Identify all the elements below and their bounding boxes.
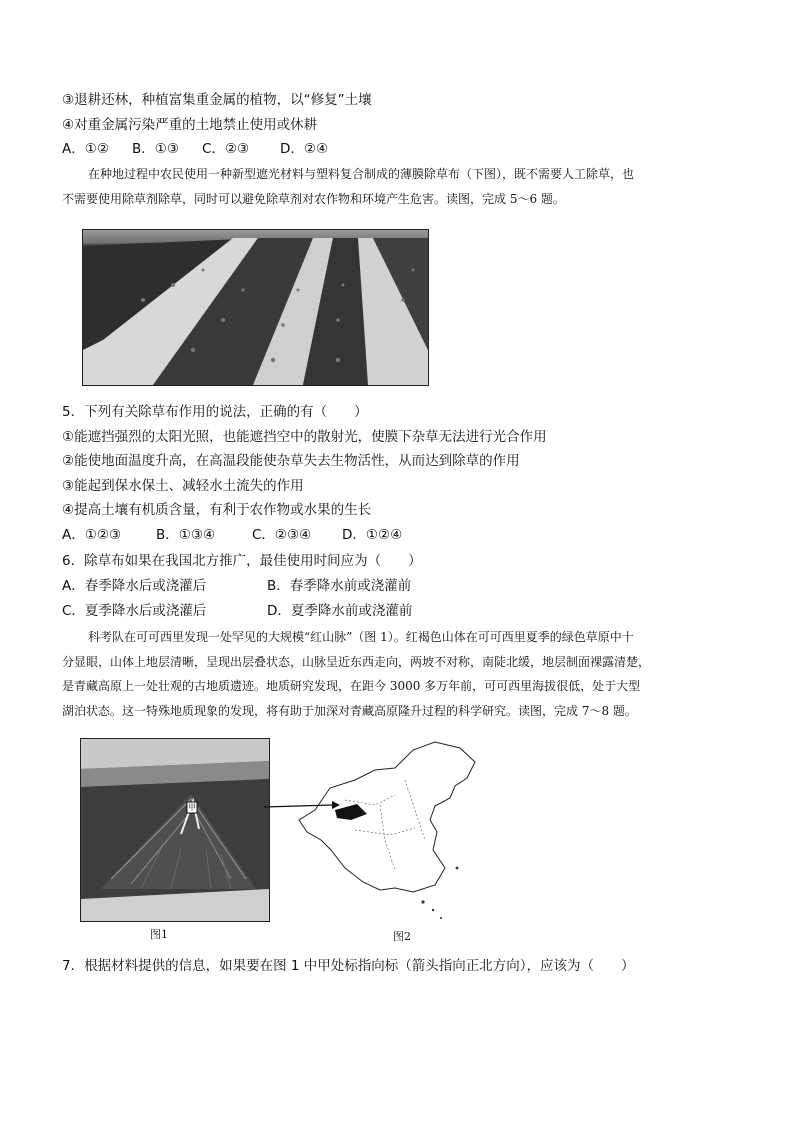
q5-options xyxy=(62,526,402,544)
q5-option-a: A．①②③ xyxy=(62,527,122,543)
q6-option-c: C．夏季降水后或浇灌后 xyxy=(62,603,207,619)
q4-option-b: B．①③ xyxy=(132,141,179,157)
q6-option-b: B．春季降水前或浇灌前 xyxy=(267,578,412,594)
q4-option-c: C．②③ xyxy=(202,141,250,157)
weed-barrier-photo xyxy=(82,229,429,386)
passage-2-line-2: 分显眼，山体上地层清晰，呈现出层叠状态，山脉呈近东西走向，两坡不对称，南陡北缓，地层制面裸露清楚， xyxy=(62,654,651,669)
q4-options xyxy=(62,140,328,158)
figure-1-caption: 图1 xyxy=(150,928,168,941)
q5-item-3: ③能起到保水保土、减轻水土流失的作用 xyxy=(62,478,304,494)
red-mountain-illustration xyxy=(81,739,269,921)
q6-stem: 6．除草布如果在我国北方推广，最佳使用时间应为（ ） xyxy=(62,553,422,569)
q5-stem: 5．下列有关除草布作用的说法，正确的有（ ） xyxy=(62,404,368,420)
q6-options-row-1 xyxy=(62,577,411,595)
q5-item-1: ①能遮挡强烈的太阳光照，也能遮挡空中的散射光，使膜下杂草无法进行光合作用 xyxy=(62,429,547,445)
weed-barrier-illustration xyxy=(83,230,428,385)
q6-option-a: A．春季降水后或浇灌后 xyxy=(62,578,207,594)
q4-item-4: ④对重金属污染严重的土地禁止使用或休耕 xyxy=(62,117,318,133)
q5-item-2: ②能使地面温度升高，在高温段能使杂草失去生物活性，从而达到除草的作用 xyxy=(62,453,520,469)
q4-option-a: A．①② xyxy=(62,141,109,157)
q7-stem: 7．根据材料提供的信息，如果要在图 1 中甲处标指向标（箭头指向正北方向），应该为（ ） xyxy=(62,958,635,974)
q4-option-d: D．②④ xyxy=(280,141,329,157)
jia-marker: 甲 xyxy=(188,803,196,812)
passage-1 xyxy=(62,162,734,211)
q5-option-c: C．②③④ xyxy=(252,527,312,543)
q6-option-d: D．夏季降水前或浇灌前 xyxy=(267,603,413,619)
q6-options-row-2 xyxy=(62,602,412,620)
passage-1-line-2: 不需要使用除草剂除草，同时可以避免除草剂对农作物和环境产生危害。读图，完成 5～6 题。 xyxy=(62,191,565,206)
passage-2-line-1: 科考队在可可西里发现一处罕见的大规模“红山脉”（图 1）。红褐色山体在可可西里夏季的绿色草原中十 xyxy=(88,630,634,644)
passage-2 xyxy=(62,625,734,723)
q5-option-d: D．①②④ xyxy=(342,527,403,543)
figure-2-caption: 图2 xyxy=(393,930,411,943)
q5-option-b: B．①③④ xyxy=(156,527,216,543)
passage-1-line-1: 在种地过程中农民使用一种新型遮光材料与塑料复合制成的薄膜除草布（下图），既不需要人工除草，也 xyxy=(88,167,635,181)
passage-2-line-3: 是青藏高原上一处壮观的古地质遗迹。地质研究发现，在距今 3000 多万年前，可可西里海拔很低，处于大型 xyxy=(62,679,641,693)
figure-1-photo xyxy=(80,738,270,922)
passage-2-line-4: 湖泊状态。这一特殊地质现象的发现，将有助于加深对青藏高原隆升过程的科学研究。读图，完成 7～8 题。 xyxy=(62,703,637,718)
china-map xyxy=(285,740,490,925)
q5-item-4: ④提高土壤有机质含量，有利于农作物或水果的生长 xyxy=(62,502,372,518)
q4-item-3: ③退耕还林，种植富集重金属的植物，以“修复”土壤 xyxy=(62,92,372,108)
